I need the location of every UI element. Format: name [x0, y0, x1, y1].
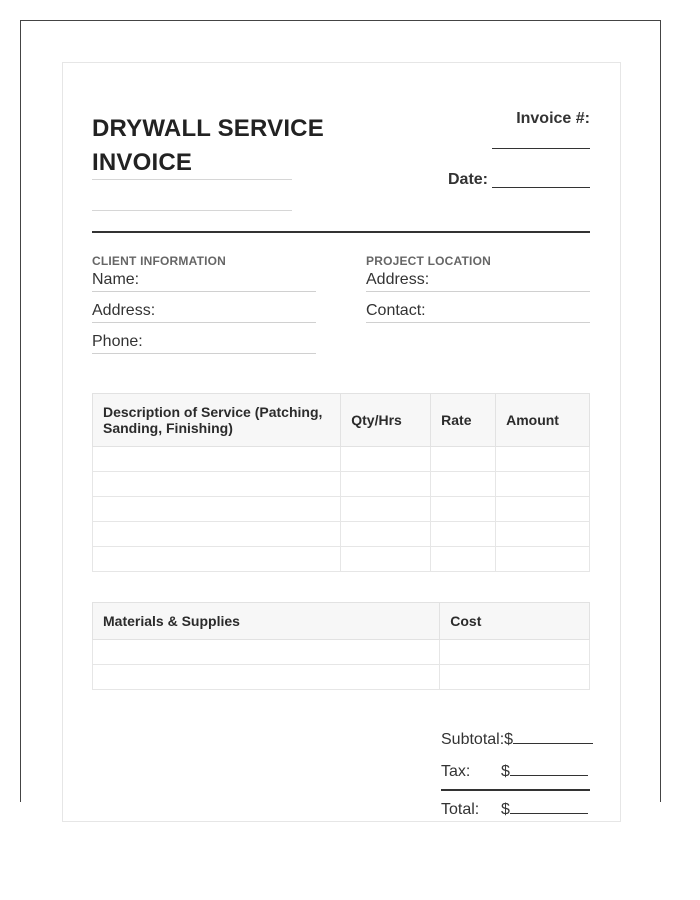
project-contact-label: Contact:: [366, 302, 426, 319]
amount-cell[interactable]: [496, 447, 590, 472]
invoice-number-field[interactable]: [492, 148, 590, 149]
rate-cell[interactable]: [431, 472, 496, 497]
tax-label: Tax:: [441, 763, 471, 780]
table-row: [93, 665, 590, 690]
materials-table: [92, 602, 590, 690]
description-cell[interactable]: [93, 497, 341, 522]
amount-cell[interactable]: [496, 522, 590, 547]
services-header-row: [93, 394, 590, 447]
amount-cell[interactable]: [496, 472, 590, 497]
date-label: Date:: [448, 171, 489, 188]
subtotal-field[interactable]: [513, 727, 593, 744]
invoice-number-label: Invoice #:: [516, 110, 590, 127]
total-label: Total:: [441, 801, 480, 818]
project-address-field[interactable]: [366, 271, 590, 292]
total-currency: $: [501, 801, 510, 818]
header-divider: [92, 231, 590, 233]
cost-cell[interactable]: [440, 665, 590, 690]
column-header-cost: Cost: [440, 603, 590, 640]
materials-header-row: [93, 603, 590, 640]
table-row: [93, 640, 590, 665]
material-cell[interactable]: [93, 640, 440, 665]
column-header-amount: Amount: [496, 394, 590, 447]
table-row: [93, 472, 590, 497]
total-row: [441, 797, 588, 819]
rate-cell[interactable]: [431, 497, 496, 522]
client-phone-field[interactable]: [92, 333, 316, 354]
tax-row: [441, 759, 588, 781]
column-header-materials: Materials & Supplies: [93, 603, 440, 640]
totals-divider: [441, 789, 590, 791]
client-address-field[interactable]: [92, 302, 316, 323]
project-address-label: Address:: [366, 271, 430, 288]
column-header-description: Description of Service (Patching, Sanding, Finishing): [93, 394, 341, 447]
subtotal-currency: $: [504, 731, 514, 748]
date-field[interactable]: [492, 187, 590, 188]
material-cell[interactable]: [93, 665, 440, 690]
tax-currency: $: [501, 763, 510, 780]
description-cell[interactable]: [93, 472, 341, 497]
table-row: [93, 497, 590, 522]
table-row: [93, 447, 590, 472]
invoice-title: DRYWALL SERVICE INVOICE: [92, 115, 324, 176]
qty-cell[interactable]: [341, 497, 431, 522]
rate-cell[interactable]: [431, 547, 496, 572]
client-phone-label: Phone:: [92, 333, 143, 350]
services-table: [92, 393, 590, 572]
description-cell[interactable]: [93, 547, 341, 572]
description-cell[interactable]: [93, 522, 341, 547]
tax-field[interactable]: [510, 759, 588, 776]
project-location-heading: PROJECT LOCATION: [366, 254, 491, 268]
document-frame: [20, 20, 661, 818]
client-name-field[interactable]: [92, 271, 316, 292]
qty-cell[interactable]: [341, 547, 431, 572]
rate-cell[interactable]: [431, 522, 496, 547]
qty-cell[interactable]: [341, 472, 431, 497]
subtotal-row: [441, 727, 593, 749]
column-header-qty: Qty/Hrs: [341, 394, 431, 447]
table-row: [93, 522, 590, 547]
amount-cell[interactable]: [496, 547, 590, 572]
description-cell[interactable]: [93, 447, 341, 472]
client-info-heading: CLIENT INFORMATION: [92, 254, 227, 268]
rate-cell[interactable]: [431, 447, 496, 472]
qty-cell[interactable]: [341, 447, 431, 472]
cost-cell[interactable]: [440, 640, 590, 665]
title-underline-2: [92, 210, 292, 211]
client-address-label: Address:: [92, 302, 156, 319]
total-field[interactable]: [510, 797, 588, 814]
table-row: [93, 547, 590, 572]
project-contact-field[interactable]: [366, 302, 590, 323]
amount-cell[interactable]: [496, 497, 590, 522]
column-header-rate: Rate: [431, 394, 496, 447]
client-name-label: Name:: [92, 271, 140, 288]
title-underline-1: [92, 179, 292, 180]
qty-cell[interactable]: [341, 522, 431, 547]
subtotal-label: Subtotal:: [441, 731, 505, 748]
